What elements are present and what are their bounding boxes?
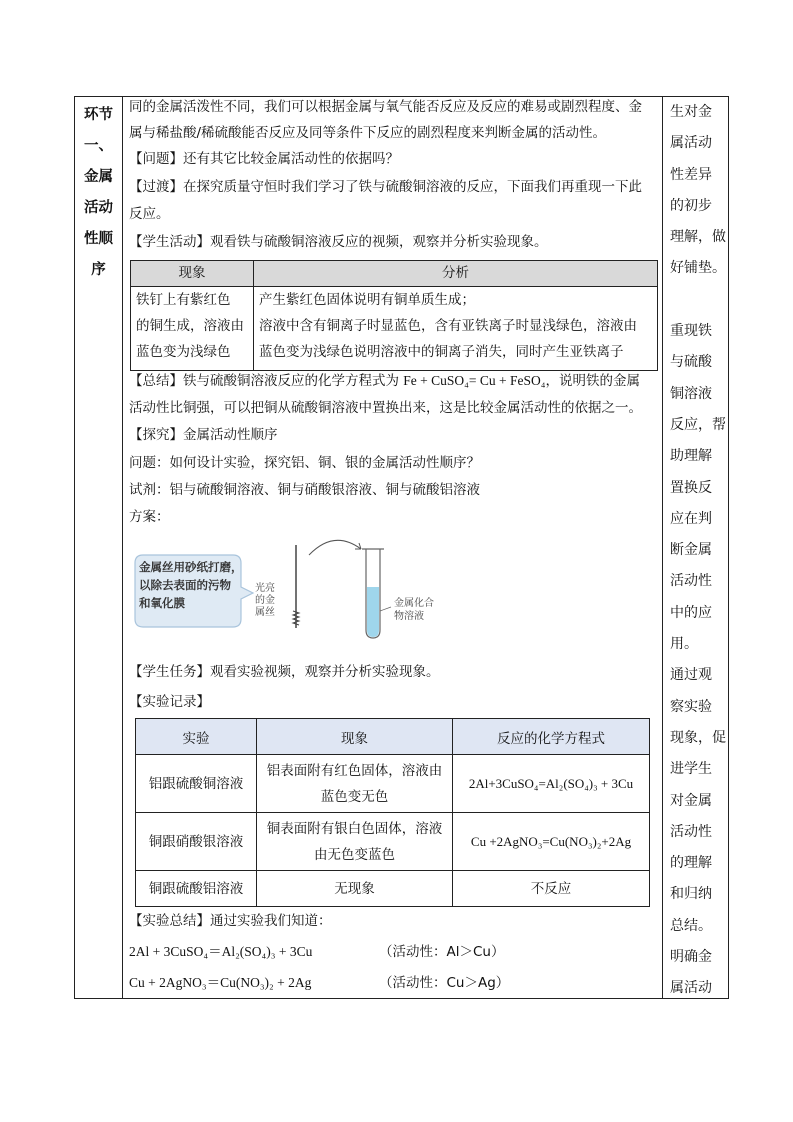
table-header: 分析	[254, 261, 658, 287]
student-task-line	[129, 662, 440, 682]
conclusion-tag: 【实验总结】	[129, 913, 210, 929]
phenomenon-line: 蓝色变为浅绿色	[136, 344, 231, 360]
design-intent	[663, 97, 729, 1005]
phenomenon-line: 铝表面附有红色固体，溶液由	[266, 762, 443, 779]
experiment-cell: 铝跟硫酸铜溶液	[136, 755, 257, 813]
equation-line	[129, 973, 509, 993]
experiment-cell: 铜跟硫酸铝溶液	[136, 871, 257, 907]
summary-equation: Fe + CuSO₄= Cu + FeSO₄	[403, 373, 546, 388]
intent-line: 现象，促	[670, 729, 726, 746]
callout-line: 金属丝用砂纸打磨，	[139, 560, 243, 574]
analysis-line: 溶液中含有铜离子时显蓝色，含有亚铁离子时显浅绿色，溶液由	[259, 318, 637, 334]
student-activity-text: 观看铁与硫酸铜溶液反应的视频，观察并分析实验现象。	[210, 234, 548, 250]
intent-line: 中的应	[670, 604, 712, 621]
section-title-line: 金属	[84, 169, 113, 185]
activity-note: （活动性：Al＞Cu）	[379, 944, 505, 960]
student-task-tag: 【学生任务】	[129, 664, 210, 680]
equation-line	[129, 942, 504, 962]
intent-line: 总结。	[670, 917, 712, 934]
transition-line	[129, 177, 642, 197]
summary-line: 活动性比铜强，可以把铜从硫酸铜溶液中置换出来，这是比较金属活动性的依据之一。	[129, 400, 642, 416]
table-header: 现象	[131, 261, 254, 287]
intent-line: 反应，帮	[670, 416, 726, 433]
solution-pointer	[380, 607, 391, 611]
solution-label-line: 金属化合	[394, 598, 434, 609]
table-header: 反应的化学方程式	[453, 719, 650, 755]
experiment-diagram	[129, 535, 469, 645]
intent-line: 应在判	[670, 510, 712, 527]
reagents-line: 试剂：铝与硫酸铜溶液、铜与硝酸银溶液、铜与硫酸铝溶液	[129, 482, 480, 498]
solution-label	[394, 597, 434, 623]
column-divider	[122, 97, 123, 998]
intent-line: 进学生	[670, 761, 712, 778]
section-title-line: 性顺	[84, 231, 113, 247]
table-row	[136, 755, 650, 813]
intro-line: 同的金属活泼性不同，我们可以根据金属与氧气能否反应及反应的难易或剧烈程度、金	[129, 99, 642, 115]
transition-tag: 【过渡】	[129, 179, 183, 195]
intent-line: 置换反	[670, 479, 712, 496]
intent-line: 重现铁	[670, 323, 712, 340]
intent-line: 对金属	[670, 792, 712, 809]
phenomenon-cell: 无现象	[257, 871, 453, 907]
wire-label-line: 属丝	[255, 607, 275, 618]
summary-line	[129, 371, 640, 391]
intent-line: 生对金	[670, 104, 712, 120]
analysis-line: 蓝色变为浅绿色说明溶液中的铜离子消失，同时产生亚铁离子	[259, 344, 624, 360]
plan-line: 方案：	[129, 509, 170, 525]
student-task-text: 观看实验视频，观察并分析实验现象。	[210, 664, 440, 680]
intent-line: 察实验	[670, 698, 712, 715]
table-header: 实验	[136, 719, 257, 755]
explore-text: 金属活动性顺序	[183, 427, 278, 443]
wire-label	[255, 583, 275, 619]
wire-label-line: 光亮	[255, 583, 275, 594]
intent-line: 活动性	[670, 573, 712, 590]
equation-cell: 2Al+3CuSO₄=Al₂(SO₄)₃ + 3Cu	[453, 755, 650, 813]
intent-line: 与硫酸	[670, 354, 712, 371]
problem-line: 问题：如何设计实验，探究铝、铜、银的金属活动性顺序？	[129, 455, 480, 471]
intent-line: 活动性	[670, 823, 712, 840]
intent-line: 属活动	[670, 980, 712, 997]
callout-line: 以除去表面的污物	[139, 578, 231, 592]
equation-cell: 不反应	[453, 871, 650, 907]
tube-solution	[367, 587, 379, 637]
analysis-line: 产生紫红色固体说明有铜单质生成；	[259, 292, 475, 308]
section-title-line: 活动	[84, 200, 113, 216]
phenomenon-line: 的铜生成，溶液由	[136, 318, 244, 334]
phenomenon-cell	[131, 287, 254, 371]
question-line	[129, 149, 399, 169]
record-line: 【实验记录】	[129, 694, 210, 710]
question-tag: 【问题】	[129, 151, 183, 167]
section-title-line: 一、	[84, 138, 113, 154]
transition-line: 反应。	[129, 206, 170, 222]
phenomenon-cell	[257, 755, 453, 813]
intent-line: 助理解	[670, 448, 712, 465]
summary-text: ，说明铁的金属	[545, 373, 640, 389]
observation-table	[130, 260, 658, 371]
student-activity-line	[129, 232, 548, 252]
intent-line: 属活动	[670, 135, 712, 152]
intent-line: 用。	[670, 636, 698, 653]
callout-text	[139, 558, 243, 612]
intent-spacer	[670, 285, 729, 316]
question-text: 还有其它比较金属活动性的依据吗？	[183, 151, 399, 167]
explore-tag: 【探究】	[129, 427, 183, 443]
transfer-arrow	[309, 540, 361, 555]
phenomenon-line: 由无色变蓝色	[314, 846, 395, 863]
equation-cell: Cu +2AgNO₃=Cu(NO₃)₂+2Ag	[453, 813, 650, 871]
equation: 2Al + 3CuSO₄＝Al₂(SO₄)₃ + 3Cu	[129, 944, 313, 959]
equation: Cu + 2AgNO₃＝Cu(NO₃)₂ + 2Ag	[129, 975, 312, 990]
phenomenon-line: 蓝色变无色	[320, 788, 389, 805]
intent-line: 铜溶液	[670, 385, 712, 402]
transition-text: 在探究质量守恒时我们学习了铁与硫酸铜溶液的反应，下面我们再重现一下此	[183, 179, 642, 195]
table-header: 现象	[257, 719, 453, 755]
lesson-table	[74, 96, 729, 999]
table-row	[136, 871, 650, 907]
wire-label-line: 的金	[255, 595, 275, 606]
intent-line: 好铺垫。	[670, 260, 726, 277]
experiment-cell: 铜跟硝酸银溶液	[136, 813, 257, 871]
section-title	[75, 97, 122, 286]
intent-line: 断金属	[670, 542, 712, 559]
intent-line: 和归纳	[670, 886, 712, 903]
intent-line: 理解，做	[670, 229, 726, 246]
intent-line: 的初步	[670, 197, 712, 214]
section-title-line: 环节	[84, 107, 113, 123]
callout-line: 和氧化膜	[139, 596, 185, 610]
phenomenon-line: 铜表面附有银白色固体，溶液	[266, 820, 443, 837]
conclusion-text: 通过实验我们知道：	[210, 913, 332, 929]
section-title-line: 序	[91, 262, 106, 278]
intent-line: 性差异	[670, 166, 712, 183]
intent-line: 明确金	[670, 949, 712, 966]
phenomenon-cell	[257, 813, 453, 871]
solution-label-line: 物溶液	[394, 611, 424, 622]
phenomenon-line: 铁钉上有紫红色	[136, 292, 231, 308]
intent-line: 通过观	[670, 667, 712, 684]
analysis-cell	[254, 287, 658, 371]
table-row	[136, 813, 650, 871]
intent-line: 的理解	[670, 855, 712, 872]
summary-text: 铁与硫酸铜溶液反应的化学方程式为	[183, 373, 404, 389]
summary-tag: 【总结】	[129, 373, 183, 389]
experiment-record-table	[135, 718, 650, 907]
student-activity-tag: 【学生活动】	[129, 234, 210, 250]
explore-line	[129, 425, 278, 445]
activity-note: （活动性：Cu＞Ag）	[379, 975, 510, 991]
conclusion-line	[129, 911, 332, 931]
intro-line: 属与稀盐酸/稀硫酸能否反应及同等条件下反应的剧烈程度来判断金属的活动性。	[129, 125, 607, 141]
